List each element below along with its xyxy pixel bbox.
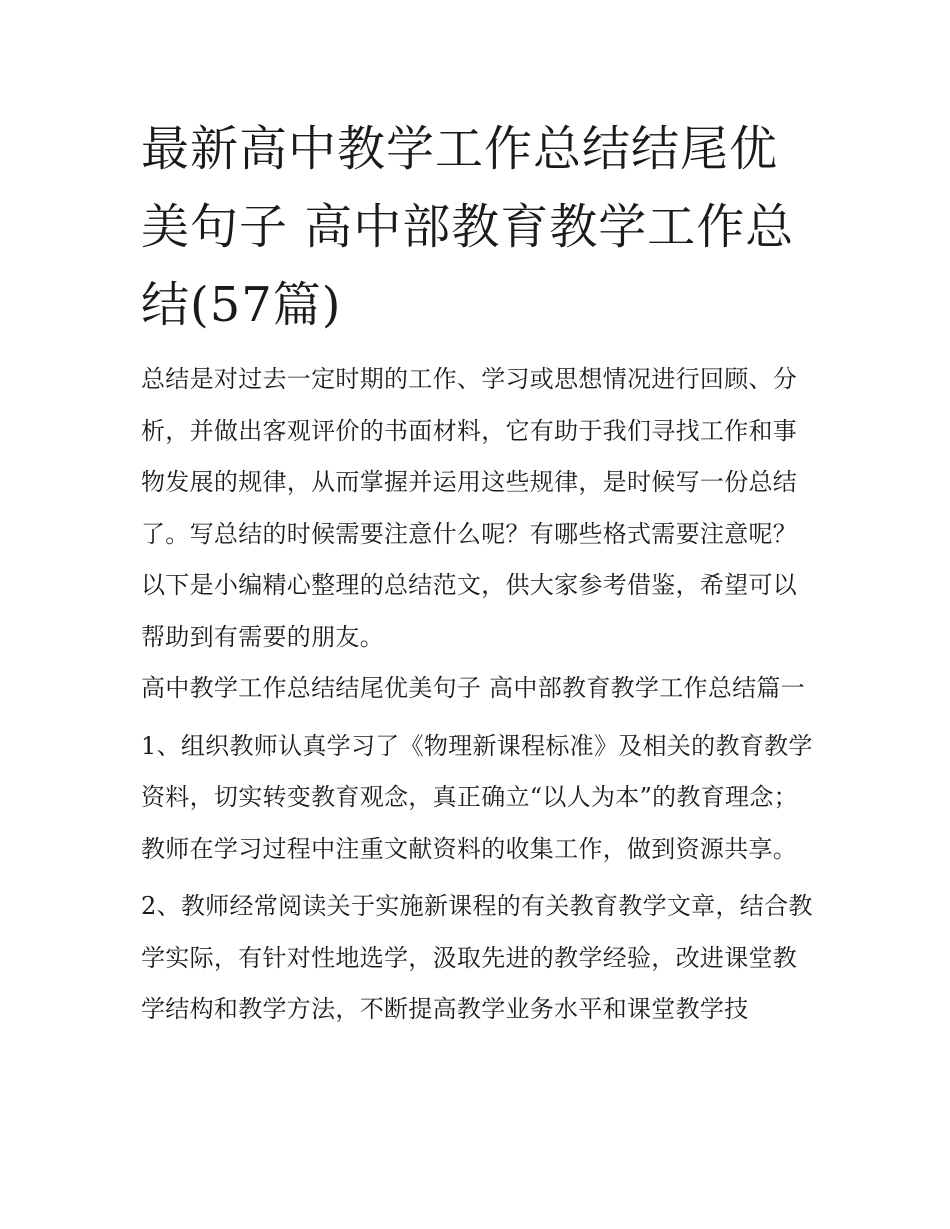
document-title: 最新高中教学工作总结结尾优美句子 高中部教育教学工作总结(57篇) xyxy=(141,121,795,333)
document-page xyxy=(141,110,821,1036)
section-heading: 高中教学工作总结结尾优美句子 高中部教育教学工作总结篇一 xyxy=(141,674,806,702)
list-item: 1、组织教师认真学习了《物理新课程标准》及相关的教育教学资料，切实转变教育观念，真正确立“以人为本”的教育理念；教师在学习过程中注重文献资料的收集工作，做到资源共享。 xyxy=(141,731,813,863)
list-item: 2、教师经常阅读关于实施新课程的有关教育教学文章，结合教学实际，有针对性地选学，汲取先进的教学经验，改进课堂教学结构和教学方法，不断提高教学业务水平和课堂教学技 xyxy=(141,892,813,1023)
intro-paragraph: 总结是对过去一定时期的工作、学习或思想情况进行回顾、分析，并做出客观评价的书面材料，它有助于我们寻找工作和事物发展的规律，从而掌握并运用这些规律，是时候写一份总结了。写总结的时候需要注意什么呢？有哪些格式需要注意呢？以下是小编精心整理的总结范文，供大家参考借鉴，希望可以帮助到有需要的朋友。 xyxy=(141,365,798,651)
